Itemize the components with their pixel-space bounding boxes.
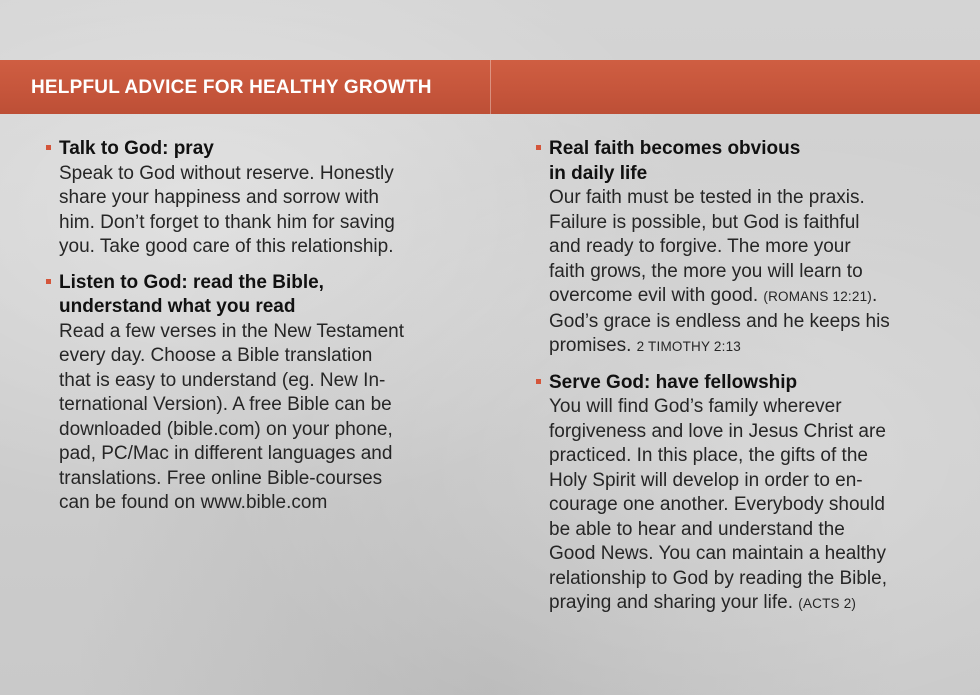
body-line: Speak to God without reserve. Honestly — [59, 162, 394, 184]
bullet-square-icon — [46, 145, 51, 150]
advice-heading: Serve God: have fellowship — [549, 371, 798, 393]
body-line: downloaded (bible.com) on your phone, — [59, 418, 393, 440]
body-line: courage one another. Everybody should — [549, 494, 885, 515]
advice-item-fellowship — [536, 371, 956, 617]
advice-body — [59, 162, 456, 260]
body-line: Holy Spirit will develop in order to en- — [549, 469, 863, 491]
body-line: Good News. You can maintain a healthy — [549, 543, 886, 564]
body-line: can be found on www.bible.com — [59, 492, 328, 513]
body-line: praying and sharing your life. — [549, 592, 799, 613]
scripture-reference: (ACTS 2) — [798, 596, 857, 611]
body-line: him. Don’t forget to thank him for saving — [59, 211, 395, 233]
advice-body — [549, 395, 956, 617]
body-line: pad, PC/Mac in different languages and — [59, 443, 393, 464]
body-line: promises. — [549, 335, 637, 356]
body-line: relationship to God by reading the Bible, — [549, 567, 887, 589]
right-column — [536, 137, 956, 628]
advice-heading — [549, 137, 956, 186]
left-column — [46, 137, 456, 527]
body-line: Our faith must be tested in the praxis. — [549, 187, 865, 208]
body-line: ternational Version). A free Bible can be — [59, 394, 392, 415]
advice-item-real-faith — [536, 137, 956, 360]
body-line: you. Take good care of this relationship. — [59, 236, 394, 257]
body-line: and ready to forgive. The more your — [549, 236, 851, 257]
heading-line: Real faith becomes obvious — [549, 138, 801, 159]
advice-body — [549, 186, 956, 360]
bullet-square-icon — [536, 379, 541, 384]
header-banner — [0, 60, 980, 114]
body-line: forgiveness and love in Jesus Christ are — [549, 420, 886, 442]
bullet-square-icon — [536, 145, 541, 150]
body-line: You will find God’s family wherever — [549, 396, 842, 417]
page-title: HELPFUL ADVICE FOR HEALTHY GROWTH — [31, 77, 432, 98]
body-line-end: . — [871, 285, 878, 306]
body-line: translations. Free online Bible-courses — [59, 467, 383, 489]
body-line: share your happiness and sorrow with — [59, 187, 380, 208]
advice-body — [59, 320, 456, 516]
body-line: that is easy to understand (eg. New In- — [59, 369, 386, 391]
body-line: overcome evil with good. — [549, 285, 764, 306]
advice-item-read-bible — [46, 271, 456, 516]
body-line: Failure is possible, but God is faithful — [549, 211, 860, 233]
body-line: every day. Choose a Bible translation — [59, 345, 373, 366]
body-line: God’s grace is endless and he keeps his — [549, 310, 890, 332]
advice-item-pray — [46, 137, 456, 260]
heading-line: Listen to God: read the Bible, — [59, 271, 324, 293]
scripture-reference: 2 TIMOTHY 2:13 — [636, 339, 741, 354]
body-line: be able to hear and understand the — [549, 518, 845, 540]
advice-heading: Talk to God: pray — [59, 138, 214, 159]
body-line: Read a few verses in the New Testament — [59, 320, 404, 342]
scripture-reference: (ROMANS 12:21) — [763, 289, 872, 304]
banner-divider — [490, 60, 491, 114]
heading-line: in daily life — [549, 162, 648, 184]
bullet-square-icon — [46, 279, 51, 284]
body-line: faith grows, the more you will learn to — [549, 260, 863, 282]
advice-heading — [59, 271, 456, 320]
heading-line: understand what you read — [59, 296, 296, 317]
body-line: practiced. In this place, the gifts of the — [549, 445, 868, 466]
